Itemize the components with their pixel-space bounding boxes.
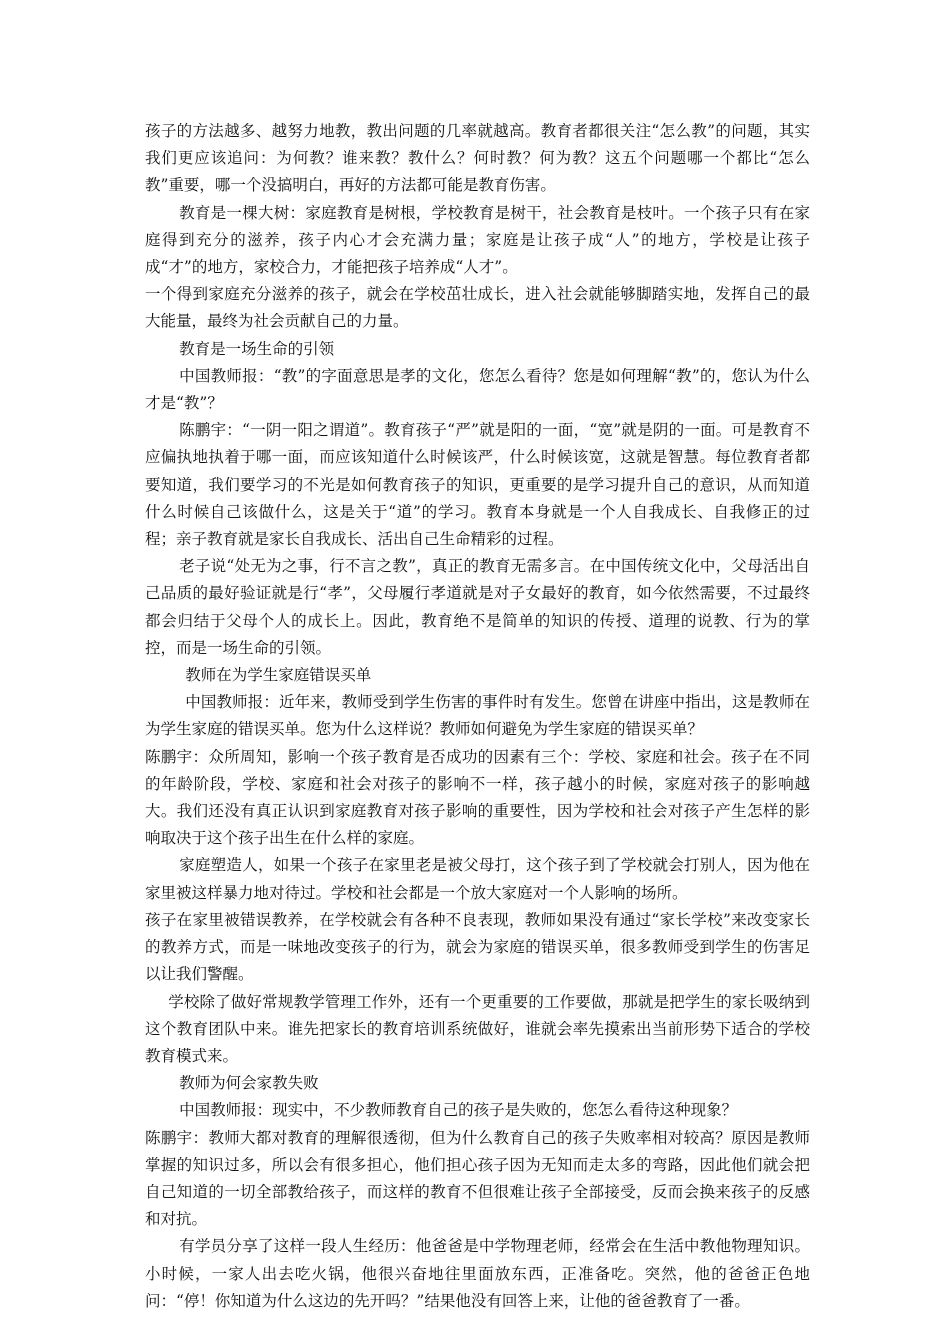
body-paragraph: 孩子在家里被错误教养，在学校就会有各种不良表现，教师如果没有通过“家长学校”来改变家长的教养方式，而是一味地改变孩子的行为，就会为家庭的错误买单，很多教师受到学生的伤害足以让我们警醒。 <box>145 910 810 984</box>
body-paragraph: 陈鹏宇：众所周知，影响一个孩子教育是否成功的因素有三个：学校、家庭和社会。孩子在不同的年龄阶段，学校、家庭和社会对孩子的影响不一样，孩子越小的时候，家庭对孩子的影响越大。我们还没有真正认识到家庭教育对孩子影响的重要性，因为学校和社会对孩子产生怎样的影响取决于这个孩子出生在什么样的家庭。 <box>145 747 810 848</box>
body-paragraph: 学校除了做好常规教学管理工作外，还有一个更重要的工作要做，那就是把学生的家长吸纳到这个教育团队中来。谁先把家长的教育培训系统做好，谁就会率先摸索出当前形势下适合的学校教育模式来。 <box>145 992 810 1065</box>
body-paragraph: 陈鹏宇：教师大都对教育的理解很透彻，但为什么教育自己的孩子失败率相对较高？原因是教师掌握的知识过多，所以会有很多担心，他们担心孩子因为无知而走太多的弯路，因此他们就会把自己知道的一切全部教给孩子，而这样的教育不但很难让孩子全部接受，反而会换来孩子的反感和对抗。 <box>145 1128 810 1229</box>
body-paragraph: 中国教师报：现实中，不少教师教育自己的孩子是失败的，您怎么看待这种现象？ <box>179 1101 738 1120</box>
body-paragraph: 陈鹏宇：“一阴一阳之谓道”。教育孩子“严”就是阳的一面，“宽”就是阴的一面。可是教育不应偏执地执着于哪一面，而应该知道什么时候该严，什么时候该宽，这就是智慧。每位教育者都要知道，我们要学习的不光是如何教育孩子的知识，更重要的是学习提升自己的意识，从而知道什么时候自己该做什么，这是关于“道”的学习。教育本身就是一个人自我成长、自我修正的过程；亲子教育就是家长自我成长、活出自己生命精彩的过程。 <box>145 421 810 549</box>
body-paragraph: 家庭塑造人，如果一个孩子在家里老是被父母打，这个孩子到了学校就会打别人，因为他在家里被这样暴力地对待过。学校和社会都是一个放大家庭对一个人影响的场所。 <box>145 856 810 902</box>
body-paragraph: 有学员分享了这样一段人生经历：他爸爸是中学物理老师，经常会在生活中教他物理知识。小时候，一家人出去吃火锅，他很兴奋地往里面放东西，正准备吃。突然，他的爸爸正色地问：“停！你知道为什么这边的先开吗？”结果他没有回答上来，让他的爸爸教育了一番。 <box>145 1237 810 1310</box>
body-paragraph: 一个得到家庭充分滋养的孩子，就会在学校茁壮成长，进入社会就能够脚踏实地，发挥自己的最大能量，最终为社会贡献自己的力量。 <box>145 285 810 331</box>
section-heading: 教育是一场生命的引领 <box>179 339 335 358</box>
body-paragraph: 中国教师报：近年来，教师受到学生伤害的事件时有发生。您曾在讲座中指出，这是教师在为学生家庭的错误买单。您为什么这样说？教师如何避免为学生家庭的错误买单？ <box>145 693 810 739</box>
section-heading: 教师为何会家教失败 <box>179 1074 319 1093</box>
section-heading: 教师在为学生家庭错误买单 <box>185 666 372 685</box>
body-paragraph: 老子说“处无为之事，行不言之教”，真正的教育无需多言。在中国传统文化中，父母活出自己品质的最好验证就是行“孝”，父母履行孝道就是对子女最好的教育，如今依然需要，不过最终都会归结于父母个人的成长上。因此，教育绝不是简单的知识的传授、道理的说教、行为的掌控，而是一场生命的引领。 <box>145 557 810 657</box>
document-body <box>145 118 810 1315</box>
body-paragraph: 教育是一棵大树：家庭教育是树根，学校教育是树干，社会教育是枝叶。一个孩子只有在家庭得到充分的滋养，孩子内心才会充满力量；家庭是让孩子成“人”的地方，学校是让孩子成“才”的地方，家校合力，才能把孩子培养成“人才”。 <box>145 203 810 277</box>
body-paragraph: 中国教师报：“教”的字面意思是孝的文化，您怎么看待？您是如何理解“教”的，您认为什么才是“教”？ <box>145 366 810 413</box>
body-paragraph: 孩子的方法越多、越努力地教，教出问题的几率就越高。教育者都很关注“怎么教”的问题，其实我们更应该追问：为何教？谁来教？教什么？何时教？何为教？这五个问题哪一个都比“怎么教”重要，哪一个没搞明白，再好的方法都可能是教育伤害。 <box>145 122 810 195</box>
